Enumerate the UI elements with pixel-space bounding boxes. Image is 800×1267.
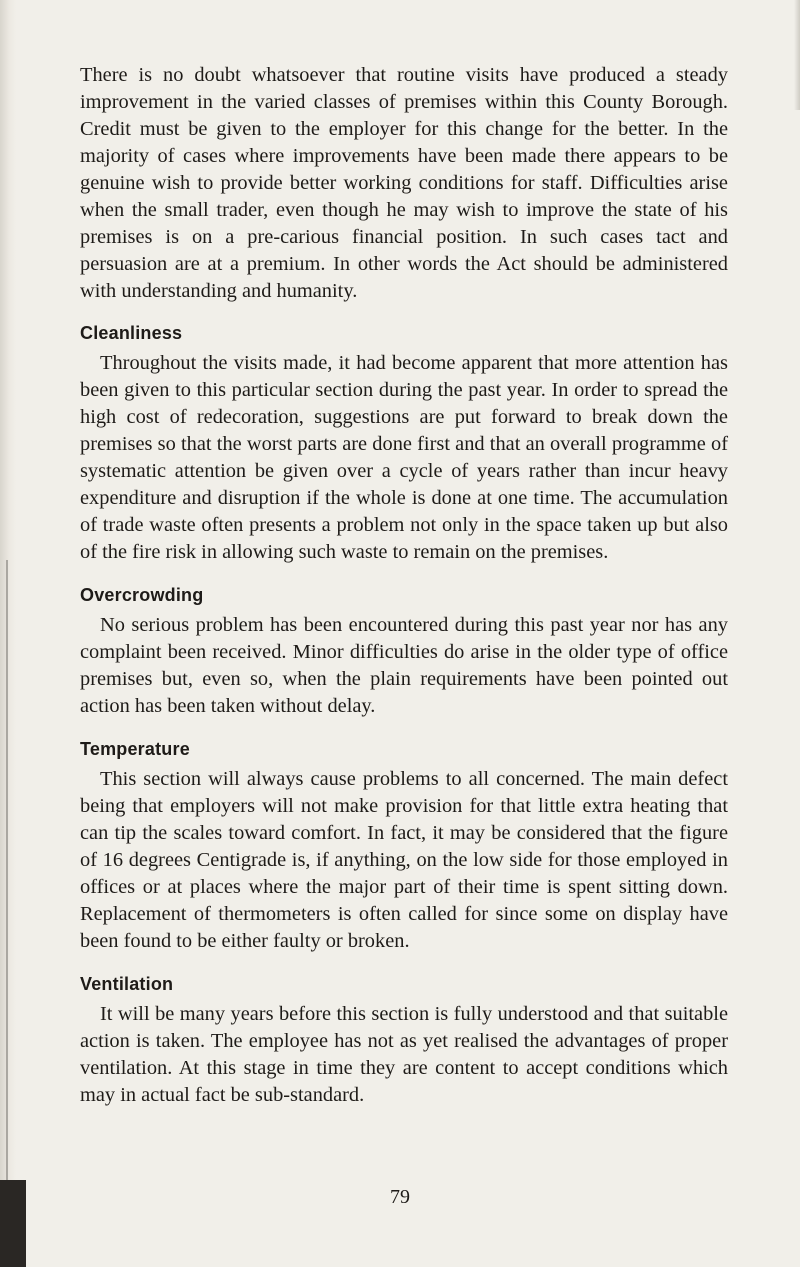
section-body: This section will always cause problems to all concerned. The main defect being that employers will not make provision for that little extra heating that can tip the scales toward comfort. In fact, it may be considered that the figure of 16 degrees Centigrade is, if anything, on the low side for those employed in offices or at places where the major part of their time is spent sitting down. Replacement of thermometers is often called for since some on display have been found to be either faulty or broken.: [80, 768, 728, 952]
intro-paragraph: There is no doubt whatsoever that routine visits have produced a steady improvement in the varied classes of premises within this County Borough. Credit must be given to the employer for this change for the better. In the majority of cases where improvements have been made there appears to be genuine wish to provide better working conditions for staff. Difficulties arise when the small trader, even though he may wish to improve the state of his premises is on a pre-carious financial position. In such cases tact and persuasion are at a premium. In other words the Act should be administered with understanding and humanity.: [80, 64, 728, 302]
section-body: Throughout the visits made, it had become apparent that more attention has been given to this particular section during the past year. In order to spread the high cost of redecoration, suggestions are put forward to break down the premises so that the worst parts are done first and that an overall programme of systematic attention be given over a cycle of years rather than incur heavy expenditure and disruption if the whole is done at one time. The accumulation of trade waste often presents a problem not only in the space taken up but also of the fire risk in allowing such waste to remain on the premises.: [80, 352, 728, 563]
page-body: [80, 62, 728, 1125]
section-heading: Overcrowding: [80, 585, 204, 605]
section-heading: Temperature: [80, 739, 190, 759]
intro-section: [80, 62, 728, 305]
section-body: It will be many years before this section is fully understood and that suitable action is taken. The employee has not as yet realised the advantages of proper ventilation. At this stage in time they are content to accept conditions which may in actual fact be sub-standard.: [80, 1003, 728, 1106]
section-temperature: [80, 736, 728, 955]
page-number: 79: [390, 1186, 410, 1208]
section-overcrowding: [80, 582, 728, 720]
section-heading: Cleanliness: [80, 323, 183, 343]
section-ventilation: [80, 971, 728, 1109]
page-edge-shadow: [0, 0, 16, 1267]
section-body: No serious problem has been encountered during this past year nor has any complaint been received. Minor difficulties do arise in the older type of office premises but, even so, when the plain requirements have been pointed out action has been taken without delay.: [80, 614, 728, 717]
page-binding-line: [6, 560, 8, 1267]
section-heading: Ventilation: [80, 974, 174, 994]
section-cleanliness: [80, 320, 728, 566]
page-edge-right-shadow: [794, 0, 800, 110]
